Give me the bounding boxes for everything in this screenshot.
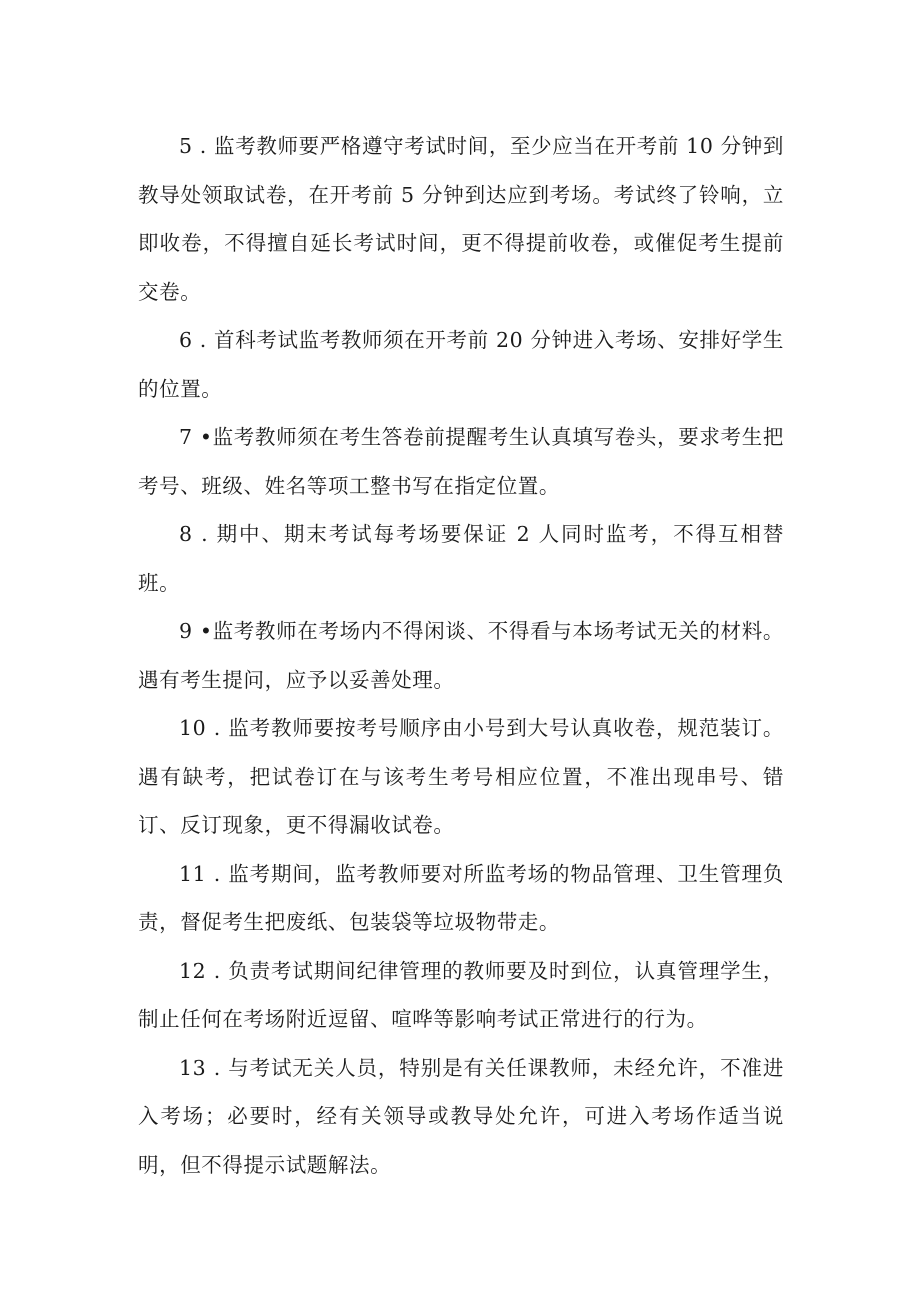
paragraph-rule-9: 9 •监考教师在考场内不得闲谈、不得看与本场考试无关的材料。遇有考生提问，应予以妥善处理。	[138, 619, 784, 692]
paragraph-rule-10: 10 . 监考教师要按考号顺序由小号到大号认真收卷，规范装订。遇有缺考，把试卷订在与该考生考号相应位置，不准出现串号、错订、反订现象，更不得漏收试卷。	[138, 716, 784, 837]
paragraph-rule-7: 7 •监考教师须在考生答卷前提醒考生认真填写卷头，要求考生把考号、班级、姓名等项工整书写在指定位置。	[138, 425, 784, 498]
document-body	[138, 122, 784, 1189]
paragraph-rule-13: 13 . 与考试无关人员，特别是有关任课教师，未经允许，不准进入考场；必要时，经有关领导或教导处允许，可进入考场作适当说明，但不得提示试题解法。	[138, 1055, 784, 1177]
paragraph-rule-6: 6 . 首科考试监考教师须在开考前 20 分钟进入考场、安排好学生的位置。	[138, 328, 784, 401]
paragraph-rule-8: 8 . 期中、期末考试每考场要保证 2 人同时监考，不得互相替班。	[138, 522, 784, 595]
paragraph-rule-5: 5 . 监考教师要严格遵守考试时间，至少应当在开考前 10 分钟到教导处领取试卷，在开考前 5 分钟到达应到考场。考试终了铃响，立即收卷，不得擅自延长考试时间，更不得提前收卷，或催促考生提前交卷。	[138, 134, 784, 304]
paragraph-rule-11: 11 . 监考期间，监考教师要对所监考场的物品管理、卫生管理负责，督促考生把废纸、包装袋等垃圾物带走。	[138, 861, 784, 934]
paragraph-rule-12: 12 . 负责考试期间纪律管理的教师要及时到位，认真管理学生，制止任何在考场附近逗留、喧哗等影响考试正常进行的行为。	[138, 958, 784, 1031]
